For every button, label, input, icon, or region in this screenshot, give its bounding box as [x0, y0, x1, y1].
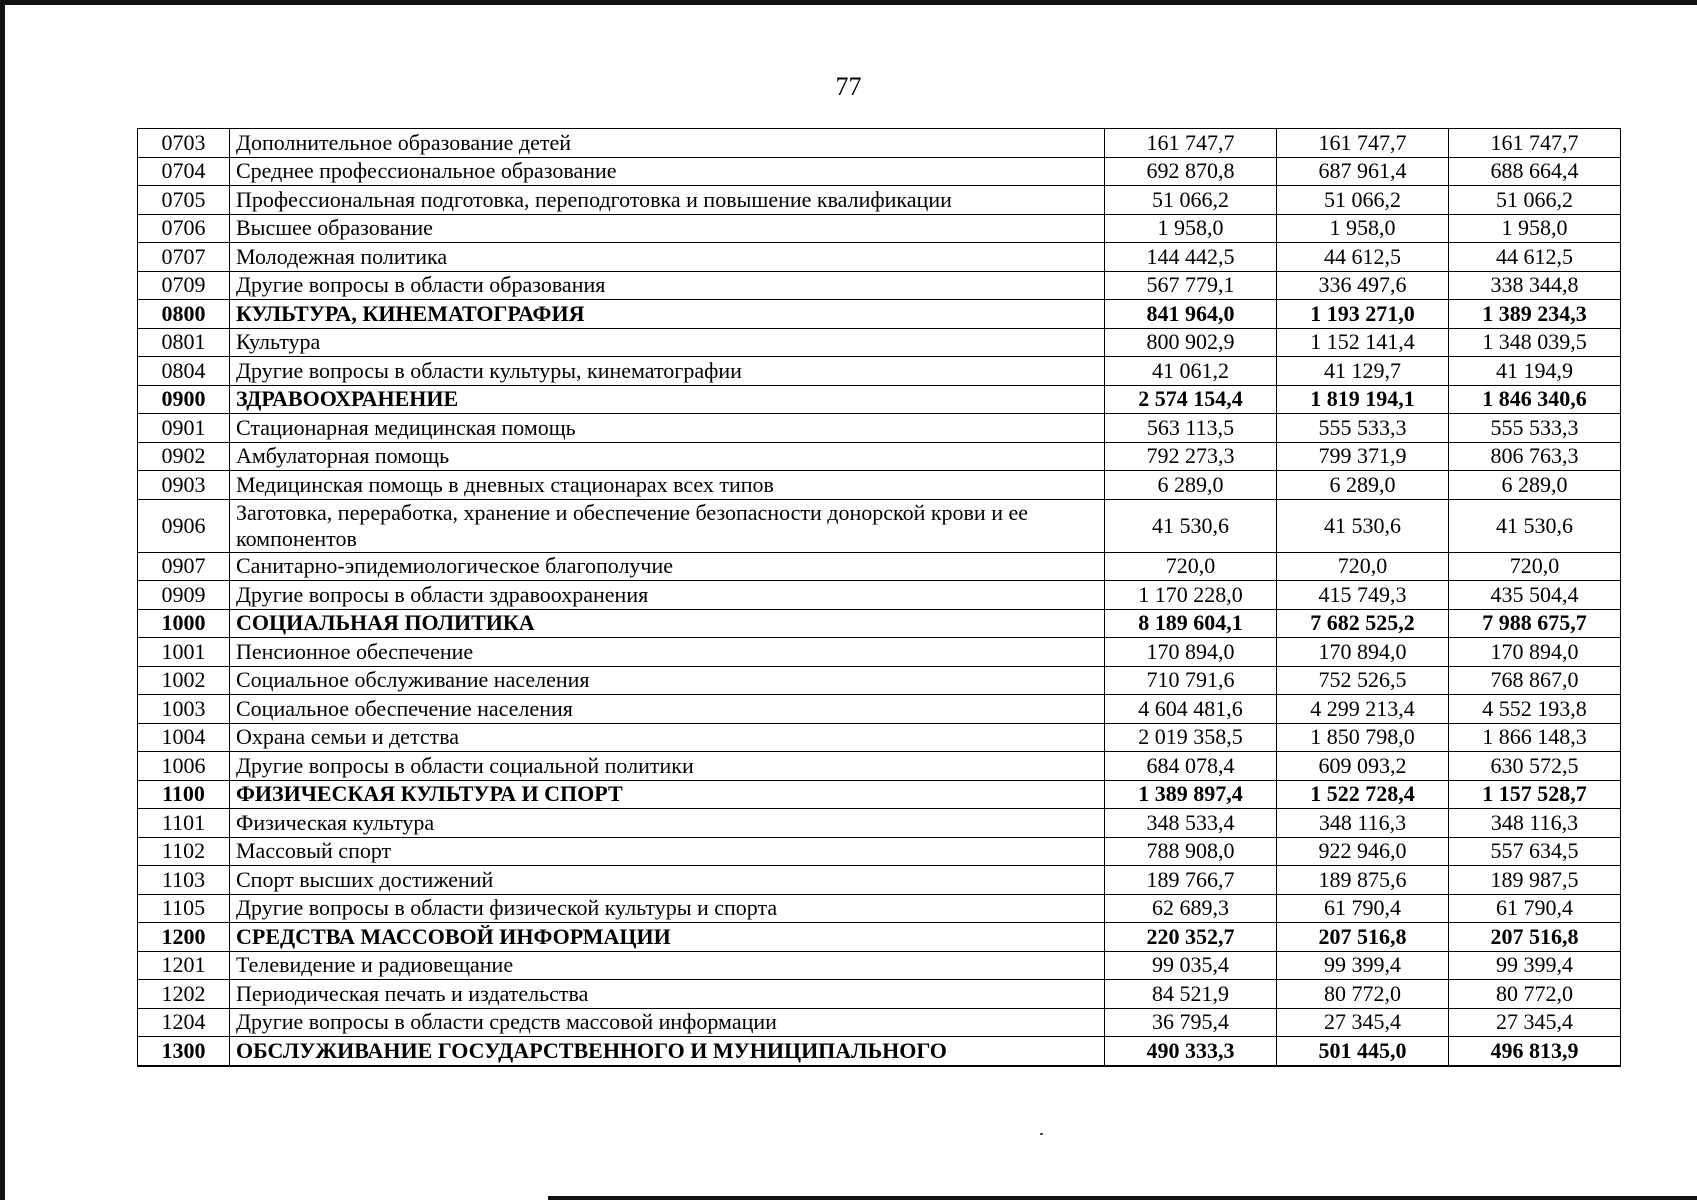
scan-edge-left: [0, 0, 5, 1200]
code-cell: 1105: [138, 894, 230, 923]
name-cell: Социальное обслуживание населения: [230, 666, 1105, 695]
name-cell: Высшее образование: [230, 214, 1105, 243]
value-cell-3: 1 846 340,6: [1449, 385, 1621, 414]
value-cell-3: 1 157 528,7: [1449, 780, 1621, 809]
value-cell-3: 557 634,5: [1449, 837, 1621, 866]
code-cell: 1103: [138, 866, 230, 895]
value-cell-2: 1 193 271,0: [1277, 300, 1449, 329]
value-cell-2: 44 612,5: [1277, 243, 1449, 272]
name-cell: ФИЗИЧЕСКАЯ КУЛЬТУРА И СПОРТ: [230, 780, 1105, 809]
scan-edge-bottom: [548, 1196, 1697, 1200]
name-cell: Стационарная медицинская помощь: [230, 414, 1105, 443]
value-cell-3: 6 289,0: [1449, 471, 1621, 500]
value-cell-2: 922 946,0: [1277, 837, 1449, 866]
section-row: [138, 300, 1621, 329]
code-cell: 1001: [138, 638, 230, 667]
value-cell-1: 36 795,4: [1105, 1008, 1277, 1037]
value-cell-1: 684 078,4: [1105, 752, 1277, 781]
value-cell-1: 841 964,0: [1105, 300, 1277, 329]
code-cell: 1002: [138, 666, 230, 695]
code-cell: 0804: [138, 357, 230, 386]
table-row: [138, 666, 1621, 695]
code-cell: 1000: [138, 609, 230, 638]
name-cell: Охрана семьи и детства: [230, 723, 1105, 752]
value-cell-2: 752 526,5: [1277, 666, 1449, 695]
value-cell-1: 490 333,3: [1105, 1037, 1277, 1066]
value-cell-1: 170 894,0: [1105, 638, 1277, 667]
value-cell-3: 768 867,0: [1449, 666, 1621, 695]
value-cell-3: 1 866 148,3: [1449, 723, 1621, 752]
table-row: [138, 552, 1621, 581]
value-cell-2: 1 819 194,1: [1277, 385, 1449, 414]
value-cell-2: 99 399,4: [1277, 951, 1449, 980]
value-cell-2: 1 522 728,4: [1277, 780, 1449, 809]
value-cell-2: 501 445,0: [1277, 1037, 1449, 1066]
value-cell-3: 161 747,7: [1449, 129, 1621, 158]
value-cell-1: 99 035,4: [1105, 951, 1277, 980]
table-row: [138, 442, 1621, 471]
code-cell: 0800: [138, 300, 230, 329]
value-cell-3: 806 763,3: [1449, 442, 1621, 471]
code-cell: 0705: [138, 186, 230, 215]
value-cell-3: 41 194,9: [1449, 357, 1621, 386]
name-cell: Периодическая печать и издательства: [230, 980, 1105, 1009]
value-cell-3: 189 987,5: [1449, 866, 1621, 895]
table-row: [138, 414, 1621, 443]
value-cell-2: 51 066,2: [1277, 186, 1449, 215]
code-cell: 0704: [138, 157, 230, 186]
code-cell: 1003: [138, 695, 230, 724]
value-cell-1: 41 061,2: [1105, 357, 1277, 386]
value-cell-2: 7 682 525,2: [1277, 609, 1449, 638]
table-row: [138, 1008, 1621, 1037]
name-cell: Телевидение и радиовещание: [230, 951, 1105, 980]
table-row: [138, 980, 1621, 1009]
value-cell-1: 1 958,0: [1105, 214, 1277, 243]
code-cell: 0909: [138, 581, 230, 610]
name-cell: Дополнительное образование детей: [230, 129, 1105, 158]
code-cell: 0901: [138, 414, 230, 443]
name-cell: СОЦИАЛЬНАЯ ПОЛИТИКА: [230, 609, 1105, 638]
value-cell-1: 8 189 604,1: [1105, 609, 1277, 638]
value-cell-3: 496 813,9: [1449, 1037, 1621, 1066]
value-cell-2: 1 958,0: [1277, 214, 1449, 243]
value-cell-3: 44 612,5: [1449, 243, 1621, 272]
code-cell: 1201: [138, 951, 230, 980]
value-cell-2: 80 772,0: [1277, 980, 1449, 1009]
table-row: [138, 581, 1621, 610]
name-cell: Пенсионное обеспечение: [230, 638, 1105, 667]
value-cell-2: 799 371,9: [1277, 442, 1449, 471]
value-cell-3: 348 116,3: [1449, 809, 1621, 838]
name-cell: Другие вопросы в области культуры, кинематографии: [230, 357, 1105, 386]
section-row: [138, 609, 1621, 638]
section-row: [138, 1037, 1621, 1066]
code-cell: 0706: [138, 214, 230, 243]
value-cell-3: 1 348 039,5: [1449, 328, 1621, 357]
name-cell: Другие вопросы в области физической культуры и спорта: [230, 894, 1105, 923]
table-row: [138, 214, 1621, 243]
value-cell-1: 2 019 358,5: [1105, 723, 1277, 752]
scan-edge-top: [0, 0, 1697, 5]
code-cell: 1202: [138, 980, 230, 1009]
value-cell-2: 61 790,4: [1277, 894, 1449, 923]
name-cell: Санитарно-эпидемиологическое благополучие: [230, 552, 1105, 581]
value-cell-3: 688 664,4: [1449, 157, 1621, 186]
value-cell-2: 415 749,3: [1277, 581, 1449, 610]
section-row: [138, 385, 1621, 414]
budget-table-body: [138, 129, 1621, 1066]
table-row: [138, 243, 1621, 272]
code-cell: 1204: [138, 1008, 230, 1037]
table-row: [138, 723, 1621, 752]
value-cell-3: 51 066,2: [1449, 186, 1621, 215]
value-cell-2: 348 116,3: [1277, 809, 1449, 838]
value-cell-3: 27 345,4: [1449, 1008, 1621, 1037]
value-cell-3: 720,0: [1449, 552, 1621, 581]
table-row: [138, 894, 1621, 923]
value-cell-2: 6 289,0: [1277, 471, 1449, 500]
value-cell-1: 6 289,0: [1105, 471, 1277, 500]
value-cell-2: 555 533,3: [1277, 414, 1449, 443]
table-row: [138, 695, 1621, 724]
value-cell-2: 1 850 798,0: [1277, 723, 1449, 752]
value-cell-2: 189 875,6: [1277, 866, 1449, 895]
value-cell-2: 336 497,6: [1277, 271, 1449, 300]
name-cell: Другие вопросы в области социальной политики: [230, 752, 1105, 781]
code-cell: 1101: [138, 809, 230, 838]
value-cell-3: 338 344,8: [1449, 271, 1621, 300]
code-cell: 0906: [138, 499, 230, 552]
code-cell: 0902: [138, 442, 230, 471]
value-cell-2: 170 894,0: [1277, 638, 1449, 667]
value-cell-1: 692 870,8: [1105, 157, 1277, 186]
value-cell-2: 1 152 141,4: [1277, 328, 1449, 357]
table-row: [138, 328, 1621, 357]
name-cell: Физическая культура: [230, 809, 1105, 838]
code-cell: 0903: [138, 471, 230, 500]
value-cell-1: 161 747,7: [1105, 129, 1277, 158]
table-row: [138, 129, 1621, 158]
value-cell-3: 61 790,4: [1449, 894, 1621, 923]
code-cell: 1100: [138, 780, 230, 809]
name-cell: Заготовка, переработка, хранение и обеспечение безопасности донорской крови и ее компонентов: [230, 499, 1105, 552]
value-cell-3: 1 389 234,3: [1449, 300, 1621, 329]
table-row: [138, 809, 1621, 838]
name-cell: ОБСЛУЖИВАНИЕ ГОСУДАРСТВЕННОГО И МУНИЦИПАЛЬНОГО: [230, 1037, 1105, 1066]
table-row: [138, 951, 1621, 980]
value-cell-3: 207 516,8: [1449, 923, 1621, 952]
value-cell-2: 161 747,7: [1277, 129, 1449, 158]
value-cell-1: 720,0: [1105, 552, 1277, 581]
value-cell-3: 41 530,6: [1449, 499, 1621, 552]
value-cell-2: 41 530,6: [1277, 499, 1449, 552]
value-cell-2: 687 961,4: [1277, 157, 1449, 186]
value-cell-2: 41 129,7: [1277, 357, 1449, 386]
value-cell-2: 207 516,8: [1277, 923, 1449, 952]
name-cell: Социальное обеспечение населения: [230, 695, 1105, 724]
value-cell-3: 80 772,0: [1449, 980, 1621, 1009]
value-cell-1: 567 779,1: [1105, 271, 1277, 300]
value-cell-3: 7 988 675,7: [1449, 609, 1621, 638]
value-cell-2: 720,0: [1277, 552, 1449, 581]
table-row: [138, 471, 1621, 500]
table-row: [138, 499, 1621, 552]
code-cell: 0907: [138, 552, 230, 581]
value-cell-1: 220 352,7: [1105, 923, 1277, 952]
value-cell-3: 1 958,0: [1449, 214, 1621, 243]
value-cell-1: 144 442,5: [1105, 243, 1277, 272]
name-cell: Спорт высших достижений: [230, 866, 1105, 895]
value-cell-3: 4 552 193,8: [1449, 695, 1621, 724]
name-cell: Другие вопросы в области образования: [230, 271, 1105, 300]
name-cell: Профессиональная подготовка, переподготовка и повышение квалификации: [230, 186, 1105, 215]
value-cell-1: 710 791,6: [1105, 666, 1277, 695]
page-number: 77: [835, 72, 862, 101]
code-cell: 0900: [138, 385, 230, 414]
table-row: [138, 357, 1621, 386]
value-cell-1: 1 389 897,4: [1105, 780, 1277, 809]
value-cell-1: 84 521,9: [1105, 980, 1277, 1009]
name-cell: Амбулаторная помощь: [230, 442, 1105, 471]
value-cell-1: 41 530,6: [1105, 499, 1277, 552]
value-cell-2: 609 093,2: [1277, 752, 1449, 781]
section-row: [138, 923, 1621, 952]
code-cell: 1200: [138, 923, 230, 952]
name-cell: Среднее профессиональное образование: [230, 157, 1105, 186]
value-cell-1: 51 066,2: [1105, 186, 1277, 215]
name-cell: Другие вопросы в области средств массовой информации: [230, 1008, 1105, 1037]
value-cell-3: 99 399,4: [1449, 951, 1621, 980]
table-row: [138, 186, 1621, 215]
section-row: [138, 780, 1621, 809]
value-cell-3: 435 504,4: [1449, 581, 1621, 610]
name-cell: Молодежная политика: [230, 243, 1105, 272]
code-cell: 0709: [138, 271, 230, 300]
name-cell: Другие вопросы в области здравоохранения: [230, 581, 1105, 610]
table-row: [138, 837, 1621, 866]
name-cell: СРЕДСТВА МАССОВОЙ ИНФОРМАЦИИ: [230, 923, 1105, 952]
value-cell-1: 792 273,3: [1105, 442, 1277, 471]
code-cell: 1006: [138, 752, 230, 781]
value-cell-3: 170 894,0: [1449, 638, 1621, 667]
value-cell-2: 27 345,4: [1277, 1008, 1449, 1037]
code-cell: 1004: [138, 723, 230, 752]
table-row: [138, 752, 1621, 781]
name-cell: КУЛЬТУРА, КИНЕМАТОГРАФИЯ: [230, 300, 1105, 329]
name-cell: Медицинская помощь в дневных стационарах всех типов: [230, 471, 1105, 500]
name-cell: Массовый спорт: [230, 837, 1105, 866]
table-row: [138, 866, 1621, 895]
value-cell-1: 1 170 228,0: [1105, 581, 1277, 610]
value-cell-1: 348 533,4: [1105, 809, 1277, 838]
code-cell: 1300: [138, 1037, 230, 1066]
value-cell-1: 788 908,0: [1105, 837, 1277, 866]
budget-table: [137, 128, 1621, 1067]
scan-speck: [1040, 1133, 1043, 1135]
value-cell-1: 189 766,7: [1105, 866, 1277, 895]
name-cell: ЗДРАВООХРАНЕНИЕ: [230, 385, 1105, 414]
code-cell: 0707: [138, 243, 230, 272]
value-cell-3: 630 572,5: [1449, 752, 1621, 781]
name-cell: Культура: [230, 328, 1105, 357]
table-row: [138, 271, 1621, 300]
value-cell-1: 2 574 154,4: [1105, 385, 1277, 414]
value-cell-1: 62 689,3: [1105, 894, 1277, 923]
code-cell: 0801: [138, 328, 230, 357]
table-row: [138, 157, 1621, 186]
value-cell-1: 800 902,9: [1105, 328, 1277, 357]
value-cell-1: 4 604 481,6: [1105, 695, 1277, 724]
code-cell: 0703: [138, 129, 230, 158]
code-cell: 1102: [138, 837, 230, 866]
value-cell-1: 563 113,5: [1105, 414, 1277, 443]
table-row: [138, 638, 1621, 667]
value-cell-3: 555 533,3: [1449, 414, 1621, 443]
value-cell-2: 4 299 213,4: [1277, 695, 1449, 724]
